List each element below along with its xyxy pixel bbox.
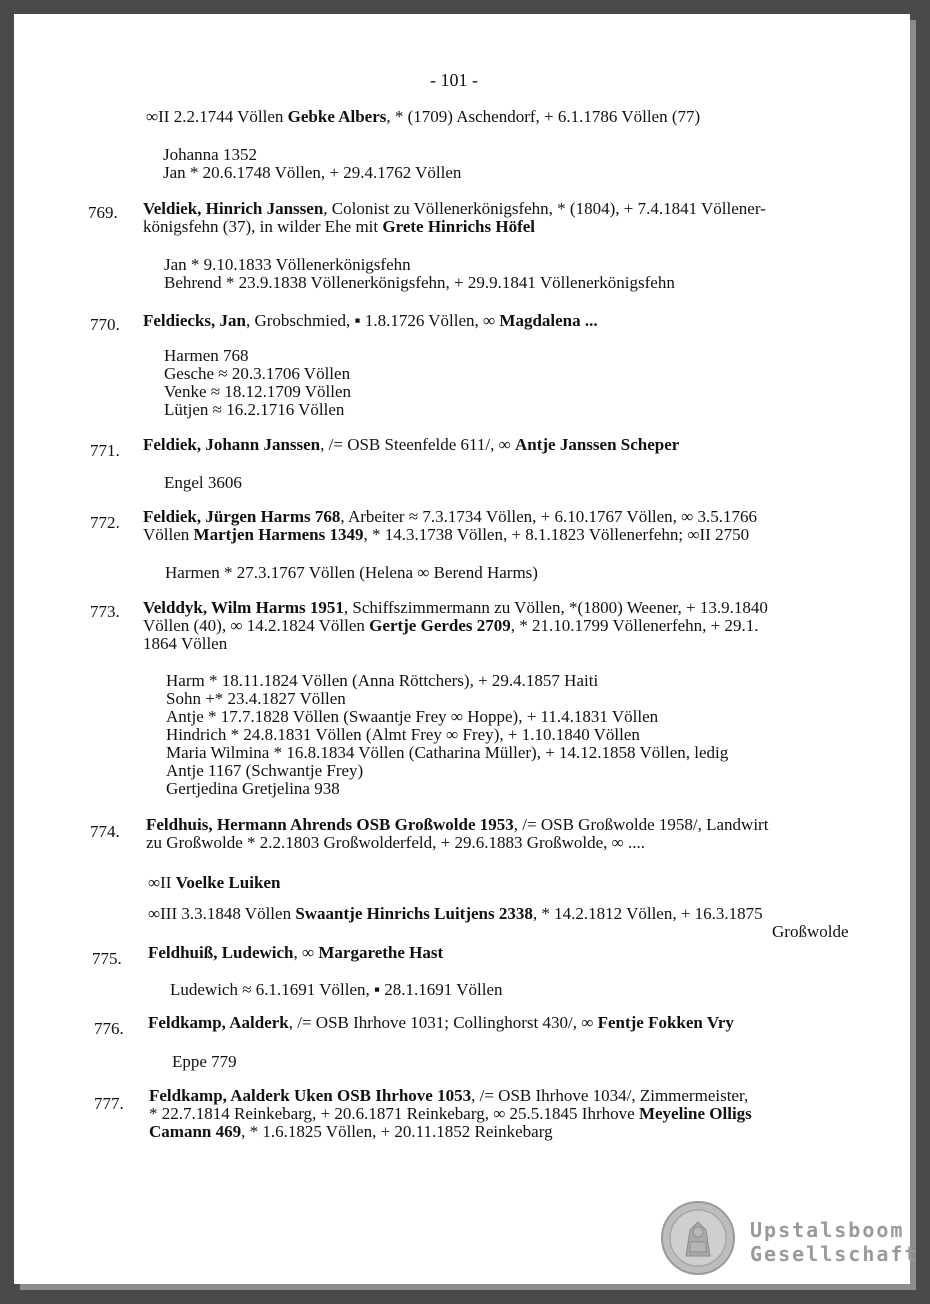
entry-775: Feldhuiß, Ludewich, ∞ Margarethe Hast xyxy=(148,943,444,962)
entry-number-775: 775. xyxy=(92,949,122,968)
entry-number-771: 771. xyxy=(90,441,120,460)
children-769: Jan * 9.10.1833 Völlenerkönigsfehn Behrend * 23.9.1838 Völlenerkönigsfehn, + 29.9.1841 Völlenerkönigsfehn xyxy=(164,255,675,292)
entry-number-772: 772. xyxy=(90,513,120,532)
entry-number-770: 770. xyxy=(90,315,120,334)
entry-771: Feldiek, Johann Janssen, /= OSB Steenfelde 611/, ∞ Antje Janssen Scheper xyxy=(143,435,680,454)
society-logo-text xyxy=(750,1218,919,1266)
seal-logo-icon xyxy=(660,1200,736,1276)
children-771: Engel 3606 xyxy=(164,473,242,492)
entry-773: Velddyk, Wilm Harms 1951, Schiffszimmermann zu Völlen, *(1800) Weener, + 13.9.1840 Völlen (40), ∞ 14.2.1824 Völlen Gertje Gerdes 2709, * 21.10.1799 Völlenerfehn, + 29.1. 1864 Völlen xyxy=(143,598,768,653)
entry-number-776: 776. xyxy=(94,1019,124,1038)
children-list: Johanna 1352 Jan * 20.6.1748 Völlen, + 29.4.1762 Völlen xyxy=(163,145,462,182)
entry-776: Feldkamp, Aalderk, /= OSB Ihrhove 1031; Collinghorst 430/, ∞ Fentje Fokken Vry xyxy=(148,1013,734,1032)
children-772: Harmen * 27.3.1767 Völlen (Helena ∞ Berend Harms) xyxy=(165,563,538,582)
entry-774: Feldhuis, Hermann Ahrends OSB Großwolde 1953, /= OSB Großwolde 1958/, Landwirt zu Großwolde * 2.2.1803 Großwolderfeld, + 29.6.1883 Großwolde, ∞ .... xyxy=(146,815,769,852)
logo-line-1: Upstalsboom xyxy=(750,1218,905,1242)
children-773: Harm * 18.11.1824 Völlen (Anna Röttchers), + 29.4.1857 Haiti Sohn +* 23.4.1827 Völlen Antje * 17.7.1828 Völlen (Swaantje Frey ∞ Hoppe), + 11.4.1831 Völlen Hindrich * 24.8.1831 Völlen (Almt Frey ∞ Frey), + 1.10.1840 Völlen Maria Wilmina * 16.8.1834 Völlen (Catharina Müller), + 14.12.1858 Völlen, ledig Antje 1167 (Schwantje Frey) Gertjedina Gretjelina 938 xyxy=(166,671,729,798)
entry-number-769: 769. xyxy=(88,203,118,222)
children-776: Eppe 779 xyxy=(172,1052,237,1071)
entry-769: Veldiek, Hinrich Janssen, Colonist zu Völlenerkönigsfehn, * (1804), + 7.4.1841 Völlener- königsfehn (37), in wilder Ehe mit Grete Hinrichs Höfel xyxy=(143,199,766,236)
logo-line-2: Gesellschaft xyxy=(750,1242,919,1266)
entry-772: Feldiek, Jürgen Harms 768, Arbeiter ≈ 7.3.1734 Völlen, + 6.10.1767 Völlen, ∞ 3.5.1766 Völlen Martjen Harmens 1349, * 14.3.1738 Völlen, + 8.1.1823 Völlenerfehn; ∞II 2750 xyxy=(143,507,758,544)
children-770: Harmen 768 Gesche ≈ 20.3.1706 Völlen Venke ≈ 18.12.1709 Völlen Lütjen ≈ 16.2.1716 Völlen xyxy=(164,346,352,419)
children-775: Ludewich ≈ 6.1.1691 Völlen, ▪ 28.1.1691 Völlen xyxy=(170,980,503,999)
entry-number-773: 773. xyxy=(90,602,120,621)
entry-777: Feldkamp, Aalderk Uken OSB Ihrhove 1053, /= OSB Ihrhove 1034/, Zimmermeister, * 22.7.1814 Reinkebarg, + 20.6.1871 Reinkebarg, ∞ 25.5.1845 Ihrhove Meyeline Olligs Camann 469, * 1.6.1825 Völlen, + 20.11.1852 Reinkebarg xyxy=(149,1086,752,1141)
entry-number-777: 777. xyxy=(94,1094,124,1113)
marriage-774-iii-place: Großwolde xyxy=(772,922,849,941)
marriage-774-ii: ∞II Voelke Luiken xyxy=(148,873,281,892)
marriage-774-iii: ∞III 3.3.1848 Völlen Swaantje Hinrichs Luitjens 2338, * 14.2.1812 Völlen, + 16.3.1875 xyxy=(148,904,763,923)
marriage-line: ∞II 2.2.1744 Völlen Gebke Albers, * (1709) Aschendorf, + 6.1.1786 Völlen (77) xyxy=(146,107,701,126)
entry-770: Feldiecks, Jan, Grobschmied, ▪ 1.8.1726 Völlen, ∞ Magdalena ... xyxy=(143,311,598,330)
entry-number-774: 774. xyxy=(90,822,120,841)
page-number: - 101 - xyxy=(430,70,478,90)
